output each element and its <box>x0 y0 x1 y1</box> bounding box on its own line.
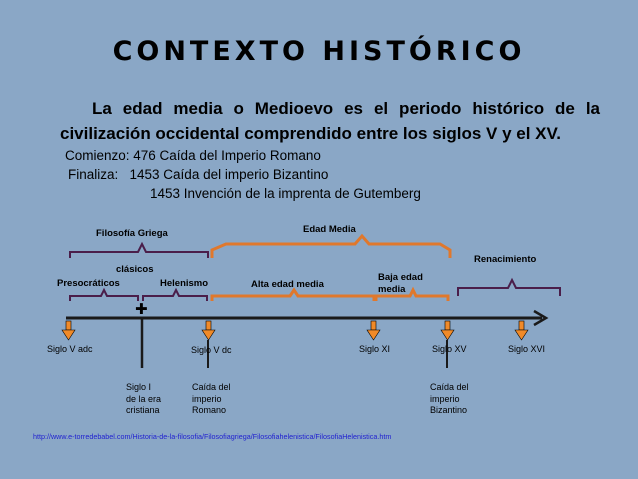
cross-icon: ✚ <box>135 300 148 318</box>
date-end: Finaliza: 1453 Caída del imperio Bizantino <box>68 167 329 182</box>
marker-siglo-xvi <box>515 321 528 340</box>
label-siglo-v-dc: Siglo V dc <box>191 345 232 355</box>
date-end-2: 1453 Invención de la imprenta de Gutemberg <box>150 186 421 201</box>
marker-siglo-xi <box>367 321 380 340</box>
label-renacimiento: Renacimiento <box>474 254 537 265</box>
helenismo-bracket <box>143 290 207 301</box>
marker-siglo-v-adc <box>62 321 75 340</box>
label-baja-edad-media-1: Baja edad <box>378 272 423 283</box>
label-siglo-xi: Siglo XI <box>359 344 391 354</box>
renacimiento-bracket <box>458 280 560 296</box>
label-alta-edad-media: Alta edad media <box>251 279 324 290</box>
label-edad-media: Edad Media <box>303 224 356 235</box>
label-presocraticos: Presocráticos <box>57 278 120 289</box>
date-start: Comienzo: 476 Caída del Imperio Romano <box>65 148 321 163</box>
edad-media-bracket <box>212 236 450 258</box>
source-link[interactable]: http://www.e-torredebabel.com/Historia-de-la-filosofia/Filosofiagriega/Filosofiahelenistica/FilosofiaHelenistica.htm <box>33 432 392 441</box>
label-filosofia-griega: Filosofía Griega <box>96 228 168 239</box>
intro-line-1: La edad media o Medioevo es el periodo histórico de la <box>92 99 600 118</box>
intro-line-2: civilización occidental comprendido entre los siglos V y el XV. <box>60 124 562 143</box>
label-siglo-xv: Siglo XV <box>432 344 467 354</box>
label-siglo-xvi: Siglo XVI <box>508 344 546 354</box>
presocraticos-bracket <box>70 290 138 301</box>
label-siglo-v-adc: Siglo V adc <box>47 344 93 354</box>
marker-siglo-xv <box>441 321 454 340</box>
marker-siglo-v-dc <box>202 321 215 340</box>
filosofia-griega-bracket <box>70 244 208 258</box>
label-helenismo: Helenismo <box>160 278 209 289</box>
label-baja-edad-media-2: media <box>378 284 406 295</box>
label-caida-bizantino: Caída del imperio Bizantino <box>430 382 469 415</box>
alta-edad-media-bracket <box>212 290 374 301</box>
label-clasicos: clásicos <box>116 264 154 275</box>
label-caida-romano: Caída del imperio Romano <box>192 382 231 415</box>
page-title: CONTEXTO HISTÓRICO <box>112 36 526 67</box>
label-siglo-i: Siglo I de la era cristiana <box>126 382 162 415</box>
